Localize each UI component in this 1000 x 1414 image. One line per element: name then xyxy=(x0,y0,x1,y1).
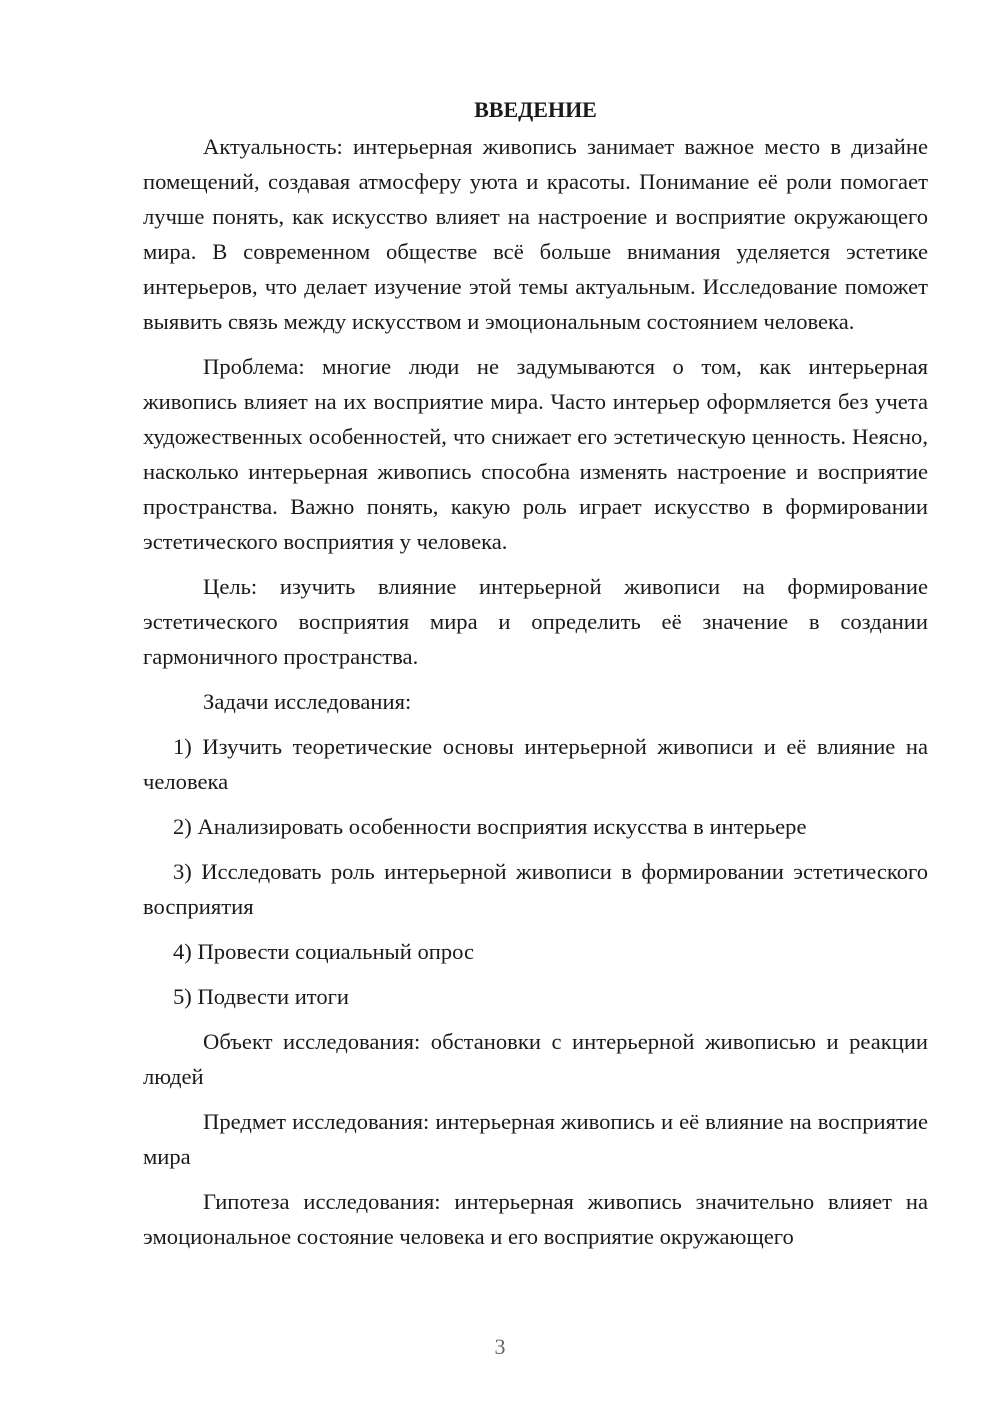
task-item-3: 3) Исследовать роль интерьерной живописи в формировании эстетического восприятия xyxy=(143,859,928,919)
task-item-5: 5) Подвести итоги xyxy=(173,984,350,1009)
task-item-1: 1) Изучить теоретические основы интерьерной живописи и её влияние на человека xyxy=(143,734,928,794)
task-item-4: 4) Провести социальный опрос xyxy=(173,939,475,964)
section-heading: ВВЕДЕНИЕ xyxy=(474,97,597,122)
paragraph-tasks-title: Задачи исследования: xyxy=(203,689,412,714)
paragraph-hypothesis: Гипотеза исследования: интерьерная живопись значительно влияет на эмоциональное состояние человека и его восприятие окружающего xyxy=(143,1189,928,1249)
paragraph-relevance: Актуальность: интерьерная живопись занимает важное место в дизайне помещений, создавая атмосферу уюта и красоты. Понимание её роли помогает лучше понять, как искусство влияет на настроение и восприятие окружающего мира. В современном обществе всё больше внимания уделяется эстетике интерьеров, что делает изучение этой темы актуальным. Исследование поможет выявить связь между искусством и эмоциональным состоянием человека. xyxy=(143,134,928,334)
task-item-2: 2) Анализировать особенности восприятия искусства в интерьере xyxy=(173,814,807,839)
page-number: 3 xyxy=(494,1334,506,1359)
paragraph-goal: Цель: изучить влияние интерьерной живописи на формирование эстетического восприятия мира и определить её значение в создании гармоничного пространства. xyxy=(143,574,928,669)
paragraph-object: Объект исследования: обстановки с интерьерной живописью и реакции людей xyxy=(143,1029,928,1089)
paragraph-subject: Предмет исследования: интерьерная живопись и её влияние на восприятие мира xyxy=(143,1109,928,1169)
paragraph-problem: Проблема: многие люди не задумываются о том, как интерьерная живопись влияет на их восприятие мира. Часто интерьер оформляется без учета художественных особенностей, что снижает его эстетическую ценность. Неясно, насколько интерьерная живопись способна изменять настроение и восприятие пространства. Важно понять, какую роль играет искусство в формировании эстетического восприятия у человека. xyxy=(143,354,928,554)
page-content xyxy=(143,92,928,1264)
